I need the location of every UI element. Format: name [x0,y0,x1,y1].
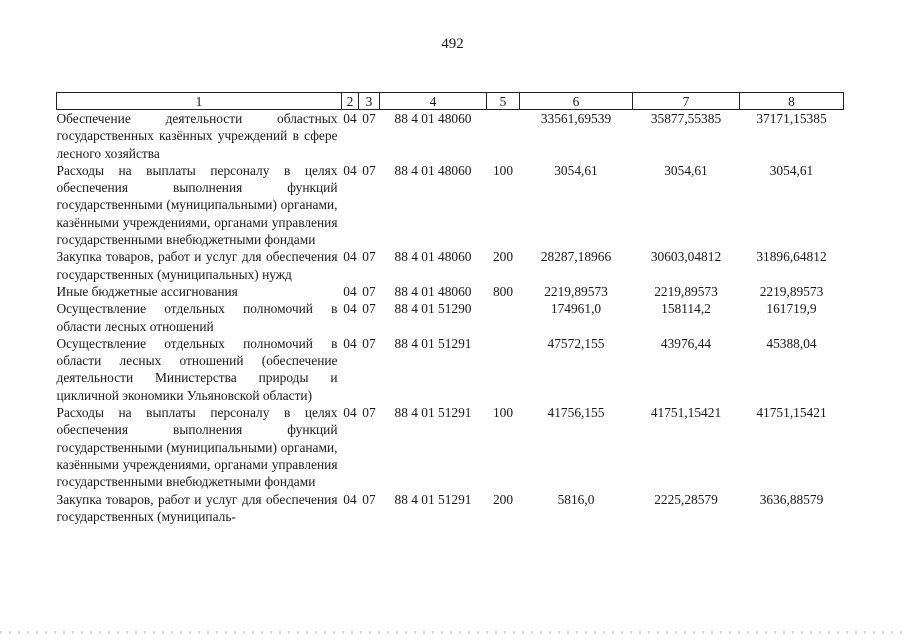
row-name: Закупка товаров, работ и услуг для обеспечения государственных (муниципаль- [56,491,338,524]
table-row [57,248,844,283]
cell-amount-6: 41756,155 [547,405,605,421]
cell-amount-7: 158114,2 [661,301,711,317]
cell-amount-7: 2225,28579 [654,491,718,507]
cell-expense-type: 200 [492,249,514,265]
cell-amount-7: 30603,04812 [650,249,722,265]
column-header: 7 [633,93,740,110]
table-row [57,162,844,248]
cell-amount-7: 41751,15421 [650,405,722,421]
page-number: 492 [441,36,464,52]
table-row [57,404,844,490]
cell-section: 04 [343,283,357,299]
cell-target-code: 88 4 01 48060 [394,249,472,265]
row-name: Расходы на выплаты персоналу в целях обеспечения выполнения функций государственными (муниципальными) органами, казёнными учреждениями, органами управления государственными внебюджетными фондами [56,162,338,248]
cell-expense-type [487,300,520,335]
cell-amount-8: 3054,61 [769,162,814,178]
cell-amount-6: 47572,155 [547,335,605,351]
cell-amount-7: 43976,44 [660,335,712,351]
cell-subsection: 07 [362,162,376,178]
table-row [57,300,844,335]
column-header: 8 [740,93,844,110]
cell-target-code: 88 4 01 51290 [394,301,472,317]
cell-amount-7: 3054,61 [664,162,708,178]
column-header: 5 [487,93,520,110]
cell-section: 04 [343,491,357,507]
cell-subsection: 07 [362,301,376,317]
cell-target-code: 88 4 01 51291 [394,405,472,421]
cell-subsection: 07 [362,335,376,351]
cell-target-code: 88 4 01 51291 [394,491,472,507]
cell-expense-type [487,335,520,404]
cell-section: 04 [343,249,357,265]
cell-amount-6: 33561,69539 [540,111,612,126]
scan-artifact-line [0,631,905,634]
cell-target-code: 88 4 01 48060 [394,111,472,126]
cell-subsection: 07 [362,283,376,299]
cell-target-code: 88 4 01 51291 [394,335,472,351]
cell-expense-type: 100 [492,162,514,178]
cell-section: 04 [343,405,357,421]
row-name: Закупка товаров, работ и услуг для обеспечения государственных (муниципальных) нужд [56,249,338,282]
table-row [57,491,844,526]
row-name: Иные бюджетные ассигнования [56,283,238,299]
cell-amount-6: 5816,0 [557,491,595,507]
cell-subsection: 07 [362,249,376,265]
cell-section: 04 [343,111,357,126]
cell-section: 04 [343,335,357,351]
column-header: 3 [359,93,380,110]
cell-amount-7: 35877,55385 [650,111,722,126]
cell-amount-7: 2219,89573 [654,283,718,299]
table-row [57,335,844,404]
column-header: 1 [57,93,342,110]
table-header-row [57,93,844,110]
budget-table [56,92,844,525]
cell-target-code: 88 4 01 48060 [394,162,472,178]
cell-expense-type: 800 [492,283,514,299]
cell-amount-8: 41751,15421 [756,405,827,421]
table-row [57,110,844,162]
cell-amount-8: 37171,15385 [756,111,827,126]
row-name: Расходы на выплаты персоналу в целях обеспечения выполнения функций государственными (муниципальными) органами, казёнными учреждениями, органами управления государственными внебюджетными фондами [56,405,338,490]
column-header: 2 [342,93,359,110]
cell-amount-8: 2219,89573 [759,283,824,299]
row-name: Обеспечение деятельности областных государственных казённых учреждений в сфере лесного хозяйства [56,111,338,161]
cell-subsection: 07 [362,491,376,507]
cell-expense-type [487,110,520,162]
cell-amount-6: 28287,18966 [540,249,612,265]
cell-amount-6: 3054,61 [554,162,598,178]
column-header: 4 [380,93,487,110]
cell-amount-6: 174961,0 [550,301,602,317]
cell-section: 04 [343,162,357,178]
cell-amount-8: 45388,04 [766,335,817,351]
table-row [57,283,844,300]
row-name: Осуществление отдельных полномочий в области лесных отношений [56,301,338,334]
column-header: 6 [520,93,633,110]
cell-amount-8: 3636,88579 [759,491,824,507]
cell-target-code: 88 4 01 48060 [394,283,472,299]
cell-expense-type: 200 [492,491,514,507]
cell-subsection: 07 [362,405,376,421]
cell-amount-8: 161719,9 [766,301,817,317]
cell-amount-6: 2219,89573 [544,283,608,299]
cell-amount-8: 31896,64812 [756,249,827,265]
cell-subsection: 07 [362,111,376,126]
row-name: Осуществление отдельных полномочий в области лесных отношений (обеспечение деятельности Министерства природы и цикличной экономики Ульяновской области) [56,335,338,403]
cell-expense-type: 100 [492,405,514,421]
cell-section: 04 [343,301,357,317]
